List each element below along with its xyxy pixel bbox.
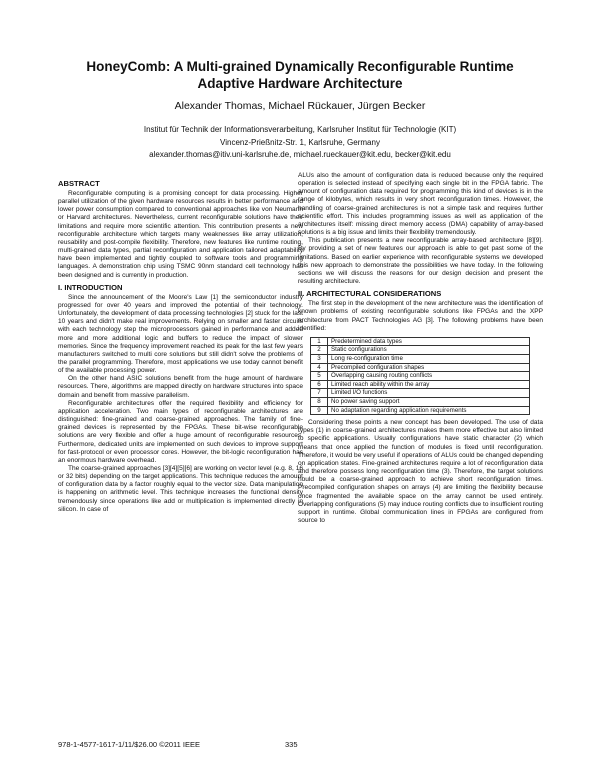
intro-paragraph: Since the announcement of the Moore's Law [1] the semiconductor industry progressed for over 40 years and improved the potential of their technology. Unfortunately, the development of data processing technologies [2] stuck for the last 10 years and didn't make real improvements. Relying on smaller and faster circuits with each technology step the microprocessors gained in performance and added more and more additional logic and buffers to reduce the impact of slower memories. Since the frequency improvement reached its peak for the last few years manufacturers switched to multi core solutions but still didn't solve the problems of the parallel programming. Therefore, most applications we use today cannot benefit of the available processing power. — [58, 293, 303, 375]
abstract-heading: ABSTRACT — [58, 179, 100, 188]
table-row — [311, 346, 530, 355]
table-row — [311, 406, 530, 415]
intro-paragraph: The coarse-grained approaches [3][4][5][6] are working on vector level (e.g. 8, 16 or 32 bits) depending on the target applications. This technique reduces the amount of configuration data by a factor roughly equal to the vector size. Data manipulation is happening on arithmetic level. This technique increases the functional density tremendously since operations like add or multiplication is implemented directly in silicon. In case of — [58, 465, 303, 513]
problem-number: 7 — [311, 389, 328, 398]
body-paragraph: This publication presents a new reconfigurable array-based architecture [8][9]. By providing a set of new features our approach is able to get past some of the limitations. Based on earlier experience with reconfigurable systems we developed this new approach to demonstrate the possibilities we have today. In the following sections we will discuss the reasons for our design decision and present the resulting architecture. — [298, 237, 543, 286]
title-line-2: Adaptive Hardware Architecture — [197, 76, 403, 91]
table-row — [311, 363, 530, 372]
problem-text: No adaptation regarding application requirements — [328, 406, 530, 415]
affiliation-block — [40, 124, 560, 162]
body-paragraph: The first step in the development of the new architecture was the identification of known problems of existing reconfigurable solutions like FPGAs and the XPP architecture from PACT Technologies AG [3]. The following problems have been identified: — [298, 300, 543, 332]
isbn-copyright: 978-1-4577-1617-1/11/$26.00 ©2011 IEEE — [58, 740, 201, 749]
affiliation-address: Vincenz-Prießnitz-Str. 1, Karlsruhe, Germany — [220, 137, 380, 147]
problem-number: 1 — [311, 337, 328, 346]
problem-number: 8 — [311, 397, 328, 406]
problem-text: Long re-configuration time — [328, 355, 530, 364]
problem-text: Static configurations — [328, 346, 530, 355]
body-paragraph: Considering these points a new concept has been developed. The use of data types (1) in coarse-grained architectures makes them more effective but also limited to specific applications. Usually configurations have static character (2) which means that once applied the function of modules is fixed until reconfiguration. Therefore, it would be very useful if operations of ALUs could be changed depending on application states. Fine-grained architectures require a lot of reconfiguration data and therefore possess long reconfiguration time (3). Therefore, the target solutions hould be a coarse-grained approach to achieve short reconfiguration times. Precompiled configuration shapes on arrays (4) are limiting the flexibility because once fragmented the available space on the array cannot be used entirely. Overlapping configurations (5) may induce routing conflicts due to insufficient routing support in runtime. Global communication lines in FPGAs are configured from source to — [298, 419, 543, 525]
architecture-heading: II. ARCHITECTURAL CONSIDERATIONS — [298, 289, 442, 299]
problem-number: 9 — [311, 406, 328, 415]
problem-number: 2 — [311, 346, 328, 355]
problem-text: Limited I/O functions — [328, 389, 530, 398]
page-number: 335 — [285, 740, 298, 749]
problem-number: 3 — [311, 355, 328, 364]
author-emails: alexander.thomas@itiv.uni-karlsruhe.de, michael.rueckauer@kit.edu, becker@kit.edu — [149, 150, 451, 159]
body-paragraph: ALUs also the amount of configuration data is reduced because only the required operation is selected instead of specifying each single bit in the FPGA fabric. The amount of configuration data required for programming this kind of devices is in the range of kilobytes, which results in very short reconfiguration times. However, the handling of coarse-grained architectures is not a simple task and requires further scientific effort. This includes programming issues as well as application of the architectures itself: missing direct memory access (DMA) capability of array-based solutions is a big issue and limits their flexibility tremendously. — [298, 172, 543, 237]
problems-table — [310, 337, 530, 415]
table-row — [311, 380, 530, 389]
author-list: Alexander Thomas, Michael Rückauer, Jürgen Becker — [174, 100, 426, 112]
table-row — [311, 372, 530, 381]
problem-text: No power saving support — [328, 397, 530, 406]
paper-title — [40, 58, 560, 92]
affiliation-institute: Institut für Technik der Informationsverarbeitung, Karlsruher Institut für Technologie (KIT) — [143, 125, 457, 134]
problem-number: 6 — [311, 380, 328, 389]
intro-paragraph: Reconfigurable architectures offer the required flexibility and efficiency for application acceleration. Two main types of reconfigurable architectures are distinguished: fine-grained and coarse-grained approaches. The family of fine-grained devices is represented by the FPGAs. These bit-wise reconfigurable solutions are very flexible and offer a huge amount of reconfigurable resources. Furthermore, dedicated units are implemented on such devices to improve support for fast-protocol or even processor cores. However, the bit-logic reconfiguration has an enormous hardware overhead. — [58, 399, 303, 464]
intro-paragraph: On the other hand ASIC solutions benefit from the huge amount of hardware resources. There, algorithms are mapped directly on hardware structures into space domain and benefit from massive parallelism. — [58, 375, 303, 399]
table-row — [311, 355, 530, 364]
table-row — [311, 337, 530, 346]
problem-text: Limited reach ability within the array — [328, 380, 530, 389]
problem-number: 4 — [311, 363, 328, 372]
introduction-heading: I. INTRODUCTION — [58, 282, 123, 292]
table-row — [311, 397, 530, 406]
problem-text: Overlapping causing routing conflicts — [328, 372, 530, 381]
problem-number: 5 — [311, 372, 328, 381]
left-column — [58, 176, 303, 514]
problem-text: Precompiled configuration shapes — [328, 363, 530, 372]
abstract-text: Reconfigurable computing is a promising concept for data processing. Higher parallel utilization of the given hardware resources results in better performance and lower power consumption compared to conventional approaches like von Neumann or Harvard architectures. Nevertheless, current reconfigurable solutions have their limitations and require more scientific attention. This contribution presents a new reconfigurable architecture which targets many weaknesses like array utilization, reusability and post-compile flexibility. Therefore, new features like runtime routing, multi-grained data types, partial reconfiguration and application tailored adaptability have been implemented and tightly coupled to software tools and programming languages. A demonstration chip using TSMC 90nm standard cell technology has been designed and is currently in production. — [58, 190, 303, 279]
title-line-1: HoneyComb: A Multi-grained Dynamically Reconfigurable Runtime — [86, 59, 514, 74]
table-row — [311, 389, 530, 398]
problem-text: Predetermined data types — [328, 337, 530, 346]
right-column — [298, 172, 543, 525]
